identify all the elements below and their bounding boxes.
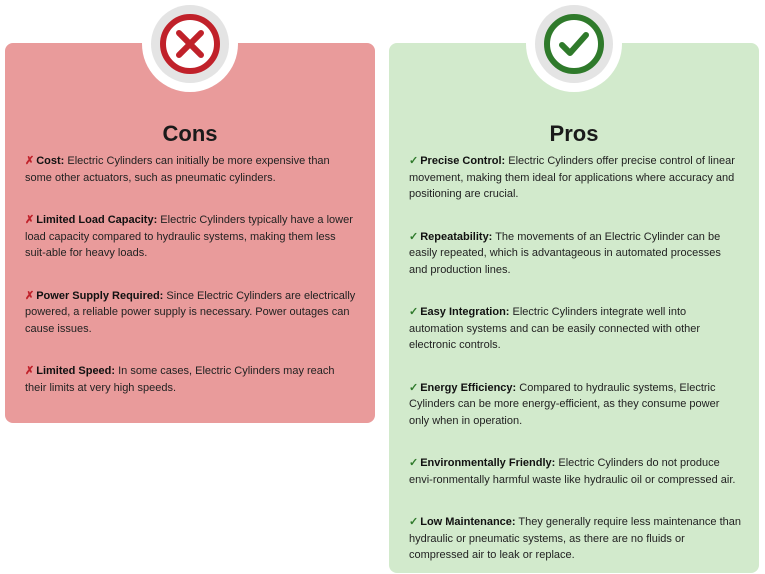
pros-item bbox=[409, 229, 741, 279]
cons-item-label: Limited Speed: bbox=[36, 365, 116, 377]
check-mark-icon: ✓ bbox=[409, 516, 419, 528]
pros-card bbox=[389, 43, 759, 573]
cons-item bbox=[25, 212, 357, 262]
check-mark-icon: ✓ bbox=[409, 155, 419, 167]
cons-item bbox=[25, 153, 357, 186]
cons-title: Cons bbox=[162, 121, 218, 146]
cons-item-text: Since Electric Cylinders are electrically powered, a reliable power supply is necessary. Power outages can cause issues. bbox=[25, 289, 356, 335]
pros-item-text: Electric Cylinders offer precise control of linear movement, making them ideal for applications where accuracy and positioning are crucial. bbox=[409, 155, 735, 200]
check-mark-icon: ✓ bbox=[409, 457, 419, 469]
pros-badge bbox=[526, 0, 622, 92]
check-mark-icon: ✓ bbox=[409, 381, 419, 394]
pros-item bbox=[409, 153, 741, 203]
pros-item bbox=[409, 304, 741, 354]
pros-item-label: Energy Efficiency: bbox=[420, 381, 517, 394]
pros-item-label: Precise Control: bbox=[420, 155, 506, 167]
cross-mark-icon: ✗ bbox=[25, 214, 35, 226]
pros-item-text: The movements of an Electric Cylinder can be easily repeated, which is advantageous in automated processes and production lines. bbox=[409, 230, 721, 276]
cons-item-text: Electric Cylinders typically have a lower load capacity compared to hydraulic systems, making them less suit-able for heavy loads. bbox=[25, 214, 353, 259]
cross-mark-icon: ✗ bbox=[25, 365, 35, 377]
cons-badge bbox=[142, 0, 238, 92]
pros-item bbox=[409, 514, 741, 564]
pros-item bbox=[409, 455, 741, 488]
pros-item-label: Low Maintenance: bbox=[420, 516, 516, 528]
cons-item-text: Electric Cylinders can initially be more expensive than some other actuators, such as pneumatic cylinders. bbox=[25, 155, 330, 184]
cons-item bbox=[25, 363, 357, 396]
check-mark-icon: ✓ bbox=[409, 306, 419, 318]
pros-item bbox=[409, 380, 741, 430]
pros-item-text: Electric Cylinders do not produce envi-ronmentally harmful waste like hydraulic oil or compressed air. bbox=[409, 457, 736, 486]
cons-item bbox=[25, 288, 357, 338]
pros-item-text: They generally require less maintenance than hydraulic or pneumatic systems, as there are no fluids or compressed air to leak or replace. bbox=[409, 516, 741, 561]
cross-mark-icon: ✗ bbox=[25, 155, 35, 167]
pros-item-text: Electric Cylinders integrate well into automation systems and can be easily connected with other electronic controls. bbox=[409, 306, 701, 351]
x-circle-icon bbox=[159, 13, 221, 75]
pros-item-label: Environmentally Friendly: bbox=[420, 457, 556, 469]
pros-item-label: Repeatability: bbox=[420, 230, 493, 243]
cross-mark-icon: ✗ bbox=[25, 289, 35, 302]
pros-item-text: Compared to hydraulic systems, Electric Cylinders can be more energy-efficient, as they consume power only when in operation. bbox=[409, 381, 720, 427]
pros-item-label: Easy Integration: bbox=[420, 306, 510, 318]
check-mark-icon: ✓ bbox=[409, 230, 419, 243]
check-circle-icon bbox=[543, 13, 605, 75]
cons-card bbox=[5, 43, 375, 423]
pros-list bbox=[409, 153, 741, 564]
cons-item-label: Power Supply Required: bbox=[36, 289, 164, 302]
cons-item-label: Cost: bbox=[36, 155, 65, 167]
cons-item-text: In some cases, Electric Cylinders may reach their limits at very high speeds. bbox=[25, 365, 335, 394]
cons-list bbox=[25, 153, 357, 396]
cons-item-label: Limited Load Capacity: bbox=[36, 214, 158, 226]
pros-title: Pros bbox=[549, 121, 599, 146]
